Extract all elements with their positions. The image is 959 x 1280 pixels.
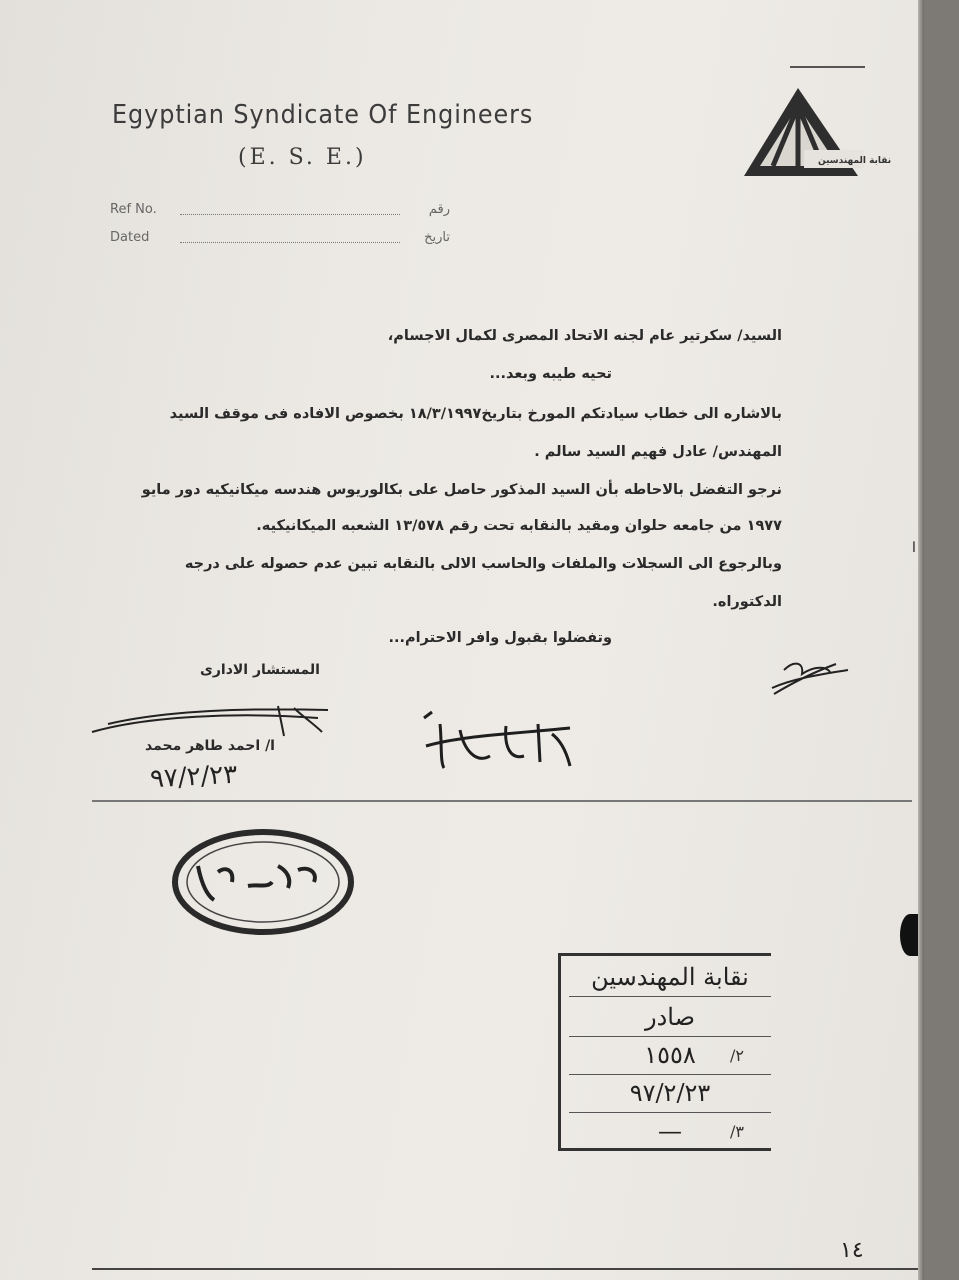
logo-caption: نقابة المهندسين xyxy=(818,156,892,166)
paragraph-1-line-1: بالاشاره الى خطاب سيادتكم المورخ بتاريخ١٨/٣/١٩٩٧ بخصوص الافاده فى موقف السيد xyxy=(169,406,782,422)
paragraph-3-line-2: الدكتوراه. xyxy=(712,594,782,610)
paragraph-2-line-1: نرجو التفضل بالاحاطه بأن السيد المذكور حاصل على بكالوريوس هندسه ميكانيكيه دور مايو xyxy=(141,482,782,498)
letterhead-abbreviation: (E. S. E.) xyxy=(238,145,367,170)
dated-row xyxy=(110,230,450,252)
ref-label-ar: رقم xyxy=(428,202,450,217)
punch-hole-mark xyxy=(900,914,920,956)
paper-edge-shadow xyxy=(918,0,924,1280)
paragraph-2-line-2: ١٩٧٧ من جامعه حلوان ومقيد بالنقابه تحت رقم ١٣/٥٧٨ الشعبه الميكانيكيه. xyxy=(256,518,782,534)
addressee: السيد/ سكرتير عام لجنه الاتحاد المصرى لكمال الاجسام، xyxy=(387,328,782,344)
dated-label-en: Dated xyxy=(110,230,150,245)
stamp-row-3: ١٥٥٨ xyxy=(569,1036,771,1075)
ref-label-en: Ref No. xyxy=(110,202,157,217)
dated-dotted-line xyxy=(180,242,400,243)
stamp-row-4: ٩٧/٢/٢٣ xyxy=(569,1074,771,1113)
initials-signature-icon xyxy=(764,652,854,702)
round-seal-stamp-icon xyxy=(168,826,358,938)
signatory-name: ا/ احمد طاهر محمد xyxy=(145,738,275,754)
paragraph-3-line-1: وبالرجوع الى السجلات والملفات والحاسب الالى بالنقابه تبين عدم حصوله على درجه xyxy=(184,556,782,572)
signature-divider xyxy=(92,800,912,802)
ref-number-row xyxy=(110,202,450,224)
top-rule xyxy=(790,66,865,68)
signatory-title: المستشار الادارى xyxy=(200,662,320,678)
bottom-rule xyxy=(92,1268,918,1270)
letterhead-title: Egyptian Syndicate Of Engineers xyxy=(112,100,534,130)
dated-label-ar: تاريخ xyxy=(424,230,450,245)
handwritten-annotation-icon xyxy=(420,706,585,776)
syndicate-logo-icon xyxy=(738,84,870,188)
greeting: تحيه طيبه وبعد... xyxy=(489,366,612,382)
closing: وتفضلوا بقبول وافر الاحترام... xyxy=(388,630,612,646)
handwritten-date: ٩٧/٢/٢٣ xyxy=(149,759,239,795)
stamp-row-2: صادر xyxy=(569,998,771,1037)
stamp-row-5-mark: /٣ xyxy=(730,1122,744,1141)
page-number: ١٤ xyxy=(840,1238,864,1263)
stamp-row-3-mark: /٢ xyxy=(730,1046,744,1065)
margin-mark: ا xyxy=(912,540,916,556)
stamp-row-1: نقابة المهندسين xyxy=(569,958,771,997)
handwritten-signature-icon xyxy=(88,702,338,742)
paragraph-1-line-2: المهندس/ عادل فهيم السيد سالم . xyxy=(534,444,782,460)
stamp-row-5: — xyxy=(658,1117,682,1145)
ref-dotted-line xyxy=(180,214,400,215)
